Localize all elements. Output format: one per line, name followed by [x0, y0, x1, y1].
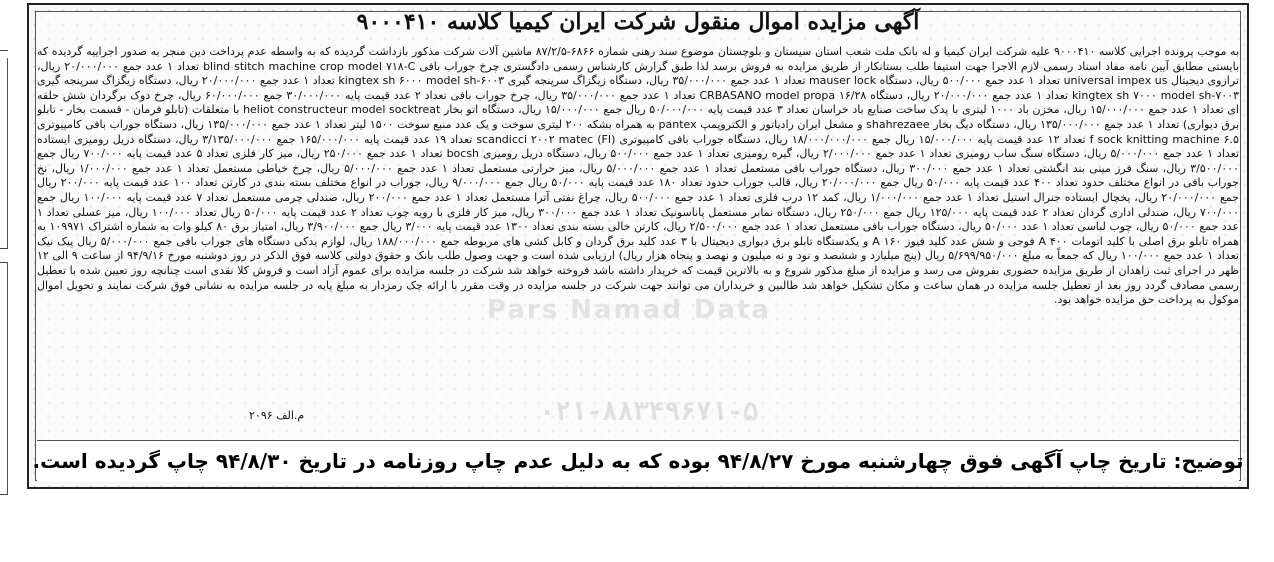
- notice-body: به موجب پرونده اجرایی کلاسه ۹۰۰۰۴۱۰ علیه شرکت ایران کیمیا و له بانک ملت شعب استان سیستان و بلوچستان موضوع سند رهنی شماره ۶۸۶۶-۸۷/۲/۵ ماشین آلات شرکت مذکور بازداشت گردیده که به واسطه عدم پرداخت دین منجر به صدور اجراییه گردیده که بایستی مطابق آیین نامه مفاد اسناد رسمی لازم الاجرا جهت استیفا طلب بستانکار از طریق مزایده به فروش برسد لذا طبق گزارش کارشناس رسمی دادگستری چرخ جوراب بافی blind stitch machine crop model ۷۱۸-C تعداد ۱ عدد جمع ۲۰/۰۰۰/۰۰۰ ریال، ترازوی دیجیتال universal impex us تعداد ۱ عدد جمع ۵۰۰/۰۰۰ ریال، دستگاه mauser lock تعداد ۱ عدد جمع ۳۵/۰۰۰/۰۰۰ ریال، دستگاه زیگزاگ سرپنجه گیری kingtex sh ۶۰۰۰ model sh-۶۰۰۳ تعداد ۱ عدد جمع ۲۰/۰۰۰/۰۰۰ ریال، دستگاه زیگزاگ سرپنجه گیری kingtex sh ۷۰۰۰ model sh-۷۰۰۳ تعداد ۱ عدد جمع ۲۰/۰۰۰/۰۰۰ ریال، دستگاه ۱۶/۲۸ CRBASANO model propa تعداد ۱ عدد جمع ۳۵/۰۰۰/۰۰۰ ریال، چرخ جوراب بافی تعداد ۲ عدد قیمت پایه ۳۰/۰۰۰/۰۰۰ جمع ۶۰/۰۰۰/۰۰۰ ریال، چرخ دوک برگردان شش حلقه ای تعداد ۱ عدد جمع ۱۵/۰۰۰/۰۰۰ ریال، مخزن باد ۱۰۰۰ لیتری با پدک ساخت صنایع باد خراسان تعداد ۳ عدد قیمت پایه ۵۰/۰۰۰/۰۰۰ ریال جمع ۱۵/۰۰۰/۰۰۰ ریال، دستگاه اتو بخار heliot constructeur model socktreat با متعلقات (تابلو فرمان - قسمت بخار - تابلو برق دیواری) تعداد ۱ عدد جمع ۱۳۵/۰۰۰/۰۰۰ ریال، دستگاه دیگ بخار shahrezaee و مشعل ایران رادیاتور و الکتروپمپ pantex به همراه بشکه ۲۰۰ لیتری سوخت و یک عدد منبع سوخت ۱۵۰۰ لیتر تعداد ۱ عدد جمع ۱۳۵/۰۰۰/۰۰۰ ریال، دستگاه جوراب بافی کامپیوتری ۶.۵ f sock knitting machine تعداد ۱۲ عدد قیمت پایه ۱۵/۰۰۰/۰۰۰ ریال جمع ۱۸/۰۰۰/۰۰۰/۰۰۰ ریال، دستگاه جوراب بافی کامپیوتری (FI) scandicci ۲۰۰۲ matec تعداد ۱۹ عدد قیمت پایه ۱۶۵/۰۰۰/۰۰۰ جمع ۳/۱۳۵/۰۰۰/۰۰۰ ریال، دستگاه دریل رومیزی ایستاده تعداد ۱ عدد جمع ۵/۰۰۰/۰۰۰ ریال، دستگاه سنگ ساب رومیزی تعداد ۱ عدد جمع ۲/۰۰۰/۰۰۰ ریال، گیره رومیزی تعداد ۱ عدد جمع ۵۰۰/۰۰۰ ریال، دستگاه دریل رومیزی bocsh تعداد ۱ عدد جمع ۲۵۰/۰۰۰ ریال، میز کار فلزی تعداد ۵ عدد قیمت پایه ۷۰۰/۰۰۰ ریال جمع ۳/۵۰۰/۰۰۰ ریال، سنگ فرز مینی بند انگشتی تعداد ۱ عدد جمع ۳۰۰/۰۰۰ ریال، دستگاه جوراب بافی مستعمل تعداد ۱ عدد جمع ۵/۰۰۰/۰۰۰ ریال، میز حرارتی مستعمل تعداد ۱ عدد جمع ۵/۰۰۰/۰۰۰ ریال، چرخ خیاطی مستعمل تعداد ۱ عدد جمع ۱/۰۰۰/۰۰۰ ریال، نخ جوراب بافی در انواع مختلف حدود تعداد ۴۰۰ عدد قیمت پایه ۵۰/۰۰۰ ریال جمع ۲۰/۰۰۰/۰۰۰ ریال، قالب جوراب حدود تعداد ۱۸۰ عدد قیمت پایه ۵۰/۰۰۰ ریال جمع ۹/۰۰۰/۰۰۰ ریال، جوراب در انواع مختلف بسته بندی در کارتن تعداد ۱۰۰ عدد قیمت پایه ۲۰۰/۰۰۰ ریال جمع ۲۰/۰۰۰/۰۰۰ ریال، یخچال ایستاده جنرال استیل تعداد ۱ عدد جمع ۱/۰۰۰/۰۰۰ ریال، کمد ۱۲ درب فلزی تعداد ۱ عدد جمع ۵۰۰/۰۰۰ ریال، چراغ نفتی آترا مستعمل تعداد ۱ عدد جمع ۲۰۰/۰۰۰ ریال، صندلی چرمی مستعمل تعداد ۷ عدد قیمت پایه ۱۰۰/۰۰۰ ریال جمع ۷۰۰/۰۰۰ ریال، صندلی اداری گردان تعداد ۲ عدد قیمت پایه ۱۲۵/۰۰۰ ریال جمع ۲۵۰/۰۰۰ ریال، دستگاه نمابر مستعمل پاناسونیک تعداد ۱ عدد جمع ۳۰۰/۰۰۰ ریال، میز کار فلزی با رویه چوب تعداد ۲ عدد قیمت پایه ۵۰/۰۰۰ ریال تعداد ۱۰۰/۰۰۰ ریال، میز عسلی تعداد ۱ عدد جمع ۵۰/۰۰۰ ریال، چوب لباسی تعداد ۱ عدد ۵۰/۰۰۰ ریال، دستگاه جوراب بافی مستعمل تعداد ۱ عدد جمع ۲/۵۰۰/۰۰۰ ریال، کارتن خالی بسته بندی تعداد ۱۳۰۰ عدد قیمت پایه ۳/۰۰۰ ریال جمع ۳/۹۰۰/۰۰۰ ریال، امتیاز برق ۸۰ کیلو وات به شماره اشتراک ۱۰۹۹۷۱ به همراه تابلو برق اصلی با کلید اتومات A ۴۰۰ فوجی و شش عدد کلید فیوز A ۱۶۰ و یکدستگاه تابلو برق دیواری دیجیتال با ۳ عدد کلید برق گردان و کابل کشی های مربوطه جمع ۱۸۸/۰۰۰/۰۰۰ ریال، لوازم یدکی دستگاه های جوراب بافی جمع ۵/۰۰۰/۰۰۰ ریال پیک نیک تعداد ۱ عدد جمع ۱۰۰/۰۰۰ ریال که جمعاً به مبلغ ۵/۶۹۹/۹۵۰/۰۰۰ ریال (پنج میلیارد و ششصد و نود و نه میلیون و نهصد و پنجاه هزار ریال) ارزیابی شده است و جهت وصول طلب بانک و حقوق دولتی کلاسه فوق الذکر در روز دوشنبه مورخ ۹۴/۹/۱۶ از ساعت ۹ الی ۱۲ ظهر در اجرای ثبت زاهدان از طریق مزایده حضوری بفروش می رسد و مزایده از مبلغ مذکور شروع و به بالاترین قیمت که خریدار داشته باشد فروخته خواهد شد شرکت در جلسه مزایده برای عموم آزاد است و فروش کلا نقدی است چنانچه روز تعیین شده با تعطیل رسمی مصادف گردد روز بعد از تعطیل جلسه مزایده در همان ساعت و مکان تشکیل خواهد شد طالبین و خریداران می توانند جهت شرکت در جلسه مزایده در وقت مقرر با ارائه چک رمزدار به مبلغ پایه در جلسه مزایده به نشانی فوق شرکت نمایند و تحویل اموال موکول به پرداخت حق مزایده خواهد بود.: [37, 45, 1239, 307]
- notice-title: آگهی مزایده اموال منقول شرکت ایران کیمیا کلاسه ۹۰۰۰۴۱۰: [356, 9, 920, 35]
- left-page-edge: [0, 0, 10, 500]
- edge-rule: [7, 262, 8, 494]
- watermark-phone: ۰۲۱-۸۸۳۴۹۶۷۱-۵: [539, 397, 759, 427]
- notice-reference: م.الف ۲۰۹۶: [249, 409, 305, 422]
- edge-tick: [0, 494, 8, 495]
- edge-rule: [7, 58, 8, 248]
- auction-notice: [27, 3, 1249, 489]
- edge-tick: [0, 50, 8, 51]
- edge-tick: [0, 248, 8, 249]
- correction-notice-text: توضیح: تاریخ چاپ آگهی فوق چهارشنبه مورخ ۹۴/۸/۲۷ بوده که به دلیل عدم چاپ روزنامه در تاریخ ۹۴/۸/۳۰ چاپ گردیده است.: [32, 449, 1244, 473]
- correction-notice-bar: [32, 440, 1244, 481]
